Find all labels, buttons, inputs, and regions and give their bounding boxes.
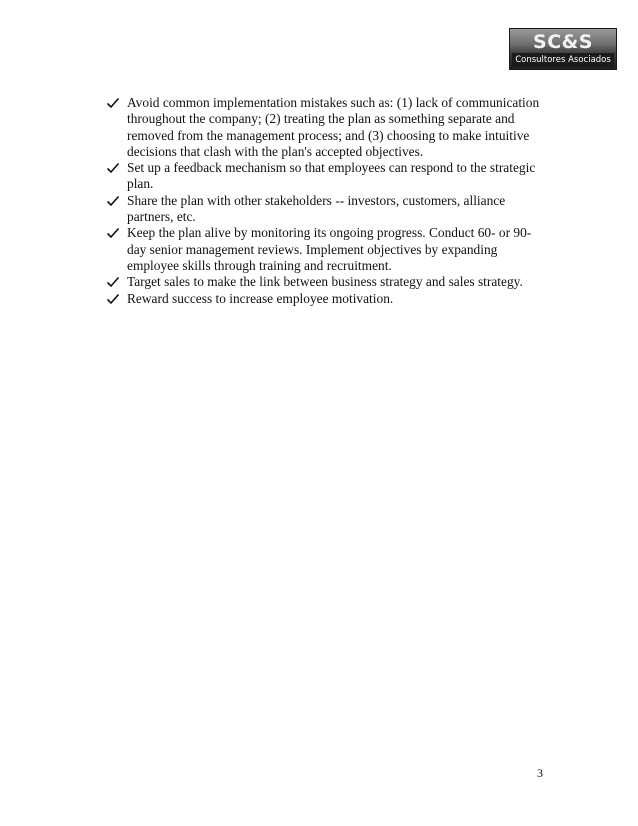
list-item-text: Reward success to increase employee motivation. [127, 290, 394, 306]
checkmark-icon [106, 161, 120, 175]
list-item-text: Share the plan with other stakeholders -- investors, customers, alliance partners, etc. [127, 192, 506, 225]
checkmark-icon [106, 226, 120, 240]
list-item [104, 193, 549, 226]
list-item-text: Avoid common implementation mistakes such as: (1) lack of communication throughout the company; (2) treating the plan as something separate and removed from the management process; and (3) choosing to make intuitive decisions that clash with the plan's accepted objectives. [127, 95, 540, 159]
list-item-text: Target sales to make the link between business strategy and sales strategy. [127, 274, 523, 290]
list-item [104, 160, 549, 193]
list-item-text: Keep the plan alive by monitoring its ongoing progress. Conduct 60- or 90-day senior management reviews. Implement objectives by expanding employee skills through training and recruitment. [127, 225, 532, 273]
checklist [104, 95, 549, 307]
checkmark-icon [106, 292, 120, 306]
list-item-text: Set up a feedback mechanism so that employees can respond to the strategic plan. [127, 160, 536, 192]
page-number: 3 [537, 766, 543, 780]
list-item [104, 225, 549, 274]
checkmark-icon [106, 275, 120, 289]
checkmark-icon [106, 96, 120, 110]
logo-subtitle: Consultores Asociados [512, 53, 614, 67]
checkmark-icon [106, 194, 120, 208]
list-item [104, 274, 549, 290]
company-logo [509, 28, 617, 70]
list-item [104, 95, 549, 160]
logo-title: SC&S [533, 31, 593, 53]
list-item [104, 291, 549, 307]
